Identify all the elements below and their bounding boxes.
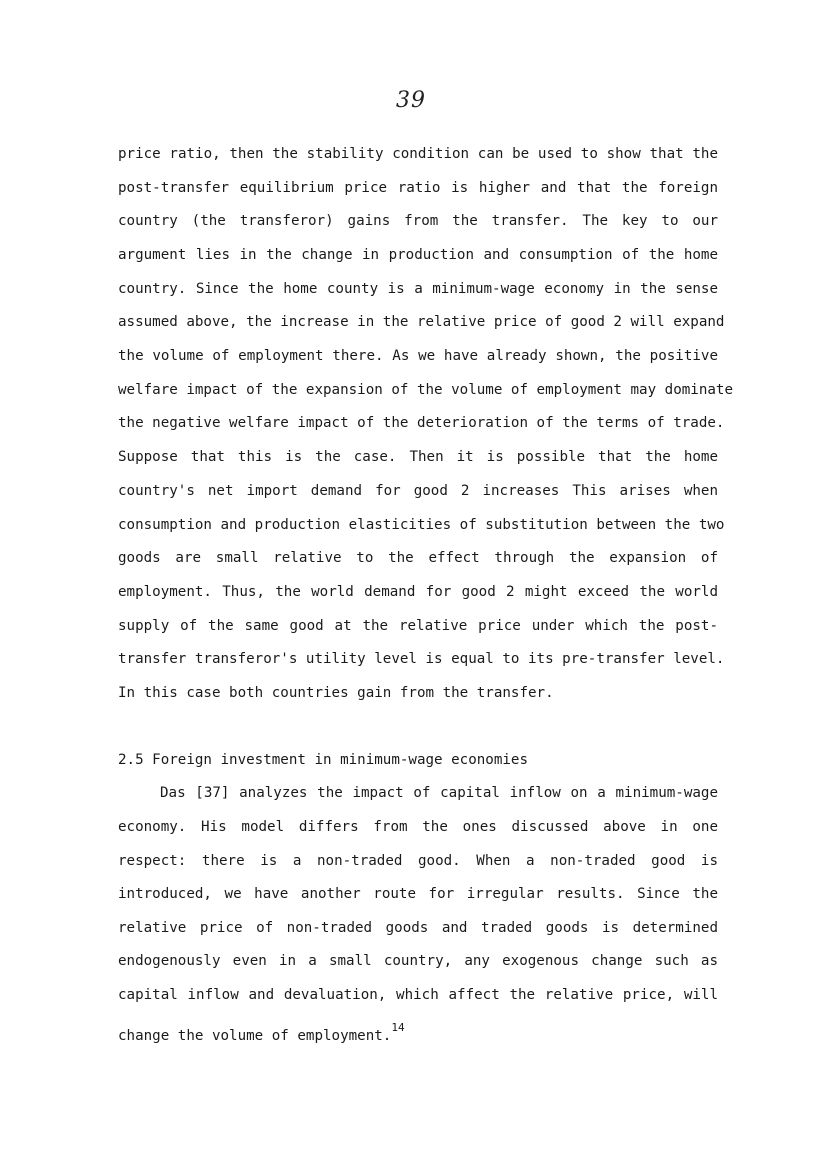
page-number: 39 [396,88,426,113]
text-line: country (the transferor) gains from the transfer. The key to our [118,213,718,229]
text-line: capital inflow and devaluation, which affect the relative price, will [118,987,718,1003]
text-line: goods are small relative to the effect through the expansion of [118,550,718,566]
text-line: supply of the same good at the relative price under which the post- [118,618,718,634]
text-line: endogenously even in a small country, any exogenous change such as [118,953,718,969]
text-line: introduced, we have another route for irregular results. Since the [118,886,718,902]
text-line: post-transfer equilibrium price ratio is higher and that the foreign [118,180,718,196]
text-line: consumption and production elasticities of substitution between the two [118,517,725,533]
text-line: Das [37] analyzes the impact of capital inflow on a minimum-wage [160,785,718,801]
text-line: employment. Thus, the world demand for good 2 might exceed the world [118,584,718,600]
text-line: transfer transferor's utility level is equal to its pre-transfer level. [118,651,725,667]
text-line-last [118,1021,405,1045]
text-line: relative price of non-traded goods and traded goods is determined [118,920,718,936]
text-line: Suppose that this is the case. Then it is possible that the home [118,449,718,465]
text-line: economy. His model differs from the ones discussed above in one [118,819,718,835]
text-line-content: change the volume of employment. [118,1028,392,1044]
section-heading: 2.5 Foreign investment in minimum-wage economies [118,752,528,768]
text-line: In this case both countries gain from the transfer. [118,685,554,701]
text-line: country's net import demand for good 2 increases This arises when [118,483,718,499]
text-line: respect: there is a non-traded good. When a non-traded good is [118,853,718,869]
text-line: welfare impact of the expansion of the volume of employment may dominate [118,382,733,398]
text-line: country. Since the home county is a minimum-wage economy in the sense [118,281,718,297]
text-line: the negative welfare impact of the deterioration of the terms of trade. [118,415,725,431]
text-line: the volume of employment there. As we have already shown, the positive [118,348,718,364]
text-line: argument lies in the change in production and consumption of the home [118,247,718,263]
text-line: assumed above, the increase in the relative price of good 2 will expand [118,314,725,330]
footnote-marker: 14 [391,1021,405,1034]
text-line: price ratio, then the stability condition can be used to show that the [118,146,718,162]
